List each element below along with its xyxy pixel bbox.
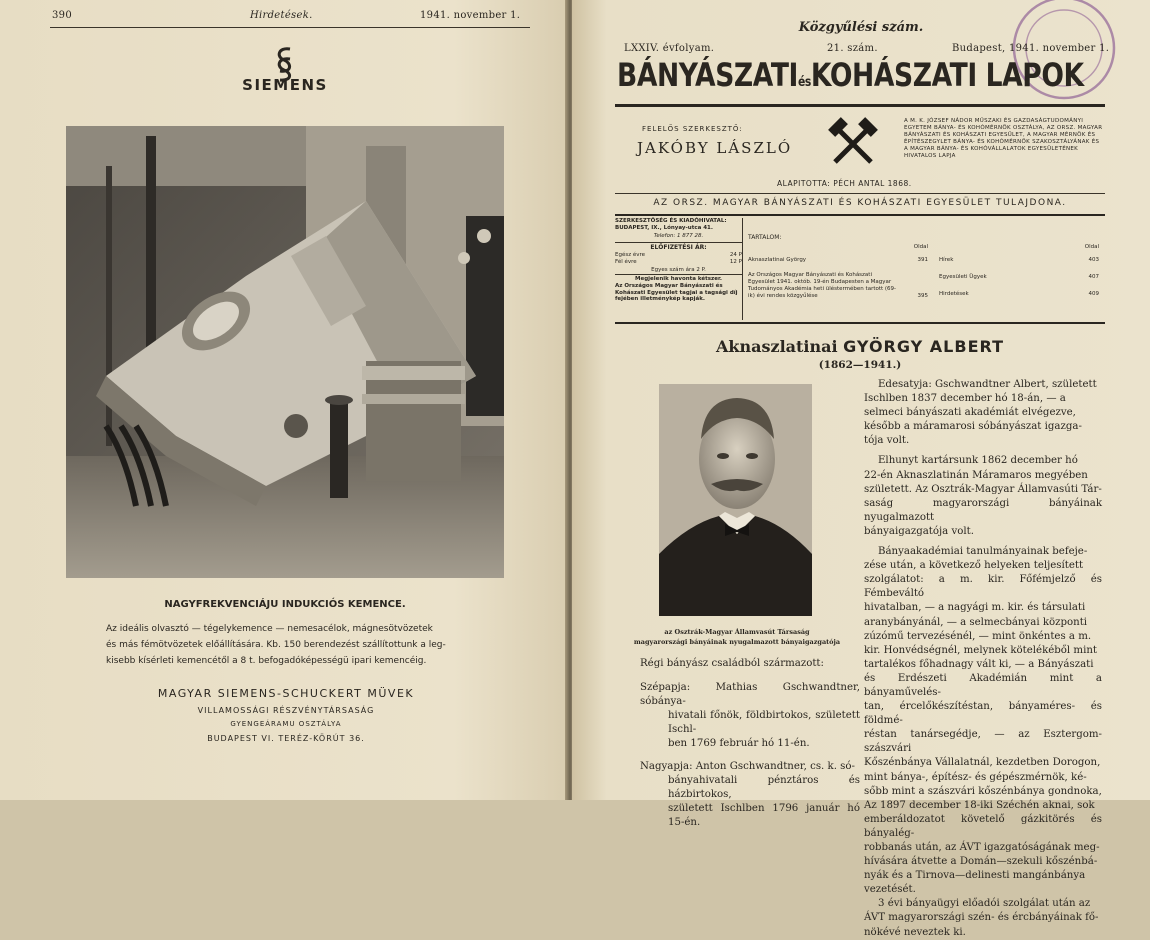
toc-entry-page: 391: [917, 257, 928, 263]
article-line: később a máramarosi sóbányászat igazga-: [864, 421, 1082, 433]
member-note: Az Országos Magyar Bányászati és Kohászati Egyesület tagjai a tagsági díj fejében illetménykép kapják.: [615, 283, 738, 302]
edition-label: Közgyűlési szám.: [798, 20, 924, 35]
portrait-photo: [659, 384, 812, 616]
article-line: Az 1897 december 18-iki Széchén aknai, sok: [864, 799, 1095, 811]
right-page: [572, 0, 1150, 938]
article-line: Ischlben 1837 december hó 18-án, — a: [864, 393, 1066, 405]
furnace-photo: [66, 126, 504, 578]
article-column-left: [640, 657, 860, 830]
article-years: (1862—1941.): [818, 359, 902, 371]
toc-right-column: [939, 244, 1099, 298]
article-line: nyák és a Tirnova—delinesti mangánbánya: [864, 870, 1086, 882]
article-line: szolgálatot: a m. kir. Főfémjelző és Fémbeváltó: [864, 574, 1102, 600]
article-line: hívására átvette a Domán—szekuli kőszénbá-: [864, 856, 1098, 868]
article-column-right: [864, 378, 1102, 940]
article-line: aranybányánál, — a selmecbányai központi: [864, 616, 1088, 628]
toc-entry: [748, 272, 928, 300]
sub-row-label: Fél évre: [615, 259, 637, 265]
hammer-and-pick-icon: [825, 120, 881, 168]
article-title-name: GYÖRGY ALBERT: [843, 337, 1005, 356]
editor-name: JAKÓBY LÁSZLÓ: [637, 139, 793, 157]
toc-title: TARTALOM:: [748, 234, 782, 241]
article-line: Edesatyja: Gschwandtner Albert, született: [878, 379, 1097, 390]
header-rule: [50, 27, 530, 28]
article-line: született. Az Osztrák-Magyar Államvasúti Tár-: [864, 483, 1102, 495]
toc-entry: [939, 291, 1099, 298]
toc-entry: [748, 257, 928, 264]
toc-entry: [939, 274, 1099, 281]
article-line: Elhunyt kartársunk 1862 december hó: [878, 455, 1078, 467]
article-line: zúzómű tervezésénél, — mint önkéntes a m.: [864, 630, 1092, 642]
masthead-title-es: és: [798, 75, 811, 90]
article-title: [615, 337, 1105, 356]
brand-name: SIEMENS: [242, 76, 328, 94]
company-name: MAGYAR SIEMENS-SCHUCKERT MÜVEK: [157, 687, 415, 700]
masthead-rule: [615, 104, 1105, 107]
ad-line: kisebb kísérleti kemencétől a 8 t. befogadóképességü ipari kemencéig.: [106, 656, 427, 666]
masthead-title: [617, 56, 1084, 94]
left-section-title: Hirdetések.: [250, 10, 313, 21]
founder: ALAPITOTTA: PÉCH ANTAL 1868.: [777, 179, 912, 188]
toc-entry-page: 403: [1088, 257, 1099, 263]
company-department: GYENGEÁRAMU OSZTÁLYA: [230, 720, 342, 728]
toc-entry-text: Hírek: [939, 257, 954, 263]
toc-entry-text: Hirdetések: [939, 291, 969, 297]
article-line: Régi bányász családból származott:: [640, 658, 824, 669]
article-line: ÁVT magyarországi szén- és ércbányáinak fő-: [864, 912, 1099, 924]
founder-rule: [615, 193, 1105, 194]
ownership-rule: [615, 214, 1105, 216]
photo-caption: NAGYFREKVENCIÁJU INDUKCIÓS KEMENCE.: [164, 599, 406, 610]
article-line: saság magyarországi bányáinak nyugalmazott: [864, 497, 1102, 523]
article-line: tója volt.: [864, 435, 910, 447]
article-line: bányaigazgatója volt.: [864, 525, 974, 537]
article-line: hivatalban, — a nagyági m. kir. és társulati: [864, 602, 1086, 614]
toc-page-label: Oldal: [1084, 244, 1099, 250]
article-line: bányahivatali pénztáros és házbirtokos,: [668, 774, 860, 800]
ownership: AZ ORSZ. MAGYAR BÁNYÁSZATI ÉS KOHÁSZATI EGYESÜLET TULAJDONA.: [653, 198, 1067, 208]
sub-row: [615, 252, 742, 259]
portrait-caption: [632, 627, 842, 647]
article-line: született Ischlben 1796 január hó 15-én.: [668, 802, 860, 828]
article-line: és Erdészeti Akadémián mint a bányaművelés-: [864, 672, 1102, 698]
ad-line: Az ideális olvasztó — tégelykemence — nemesacélok, mágnesötvözetek: [106, 624, 433, 634]
article-line: hivatali főnök, földbirtokos, született Ischl-: [668, 710, 860, 736]
publication-note: Megjelenik havonta kétszer.: [615, 274, 742, 283]
sub-row-price: 24 P: [729, 252, 742, 258]
office-phone: Telefon: 1 877 28.: [653, 233, 704, 239]
ad-description: [106, 621, 466, 669]
issue-number: 21. szám.: [827, 43, 878, 54]
left-page-number: 390: [52, 10, 72, 21]
article-line: Nagyapja: Anton Gschwandtner, cs. k. só-: [640, 760, 855, 772]
toc-entry-page: 409: [1088, 291, 1099, 297]
office-address: BUDAPEST, IX., Lónyay-utca 41.: [615, 225, 713, 231]
company-address: BUDAPEST VI. TERÉZ-KÖRÚT 36.: [207, 734, 365, 743]
article-line: ben 1769 február hó 11-én.: [668, 738, 810, 750]
sub-row: [615, 259, 742, 266]
article-line: sőbb mint a szászvári kőszénbánya gondnoka,: [864, 785, 1102, 797]
subscription-title: ELŐFIZETÉSI ÁR:: [615, 242, 742, 252]
article-line: nökévé neveztek ki.: [864, 926, 966, 938]
article-line: mint bánya-, építész- és gépészmérnök, ké-: [864, 771, 1087, 783]
article-line: kir. Honvédségnél, melynek kötelékéből mint: [864, 644, 1097, 656]
official-journal-text: A M. K. JÓZSEF NÁDOR MŰSZAKI ÉS GAZDASÁGTUDOMÁNYI EGYETEM BÁNYA- ÉS KOHÓMÉRNÖK OSZTÁLYA, AZ ORSZ. MAGYAR BÁNYÁSZATI ÉS KOHÁSZATI EGYESÜLET, A MAGYAR MÉRNÖK ÉS ÉPÍTÉSZEGYLET BÁNYA- ÉS KOHÓMÉRNÖK SZAKOSZTÁLYÁNAK ÉS A MAGYAR BÁNYA- ÉS KOHÓVÁLLALATOK EGYESÜLETÉNEK HIVATALOS LAPJA: [904, 118, 1103, 159]
article-line: zése után, a következő helyeken teljesített: [864, 560, 1084, 572]
article-line: tartalékos főhadnagy vált ki, — a Bányászati: [864, 658, 1094, 670]
article-line: Bányaakadémiai tanulmányainak befeje-: [878, 546, 1088, 558]
publisher-info-box: [615, 218, 743, 320]
article-line: réstan tanársegédje, — az Esztergom-szászvári: [864, 729, 1102, 755]
toc-page-label: Oldal: [913, 244, 928, 250]
article-line: tan, ércelőkészítéstan, bányaméres- és földmé-: [864, 701, 1102, 727]
article-line: Szépapja: Mathias Gschwandtner, sóbánya-: [640, 682, 860, 708]
toc-entry-page: 395: [917, 293, 928, 299]
masthead-title-part2: KOHÁSZATI LAPOK: [810, 56, 1084, 94]
sub-row-label: Egész évre: [615, 252, 646, 258]
toc-entry-text: Egyesületi Ügyek: [939, 274, 987, 280]
article-line: Kőszénbánya Vállalatnál, kezdetben Dorogon,: [864, 757, 1101, 769]
toc-entry-text: Az Országos Magyar Bányászati és Kohászati Egyesület 1941. októb. 19-én Budapesten a Magyar Tudományos Akadémia heti üléstermében tartott (69-ik) évi rendes közgyűlése: [748, 272, 897, 299]
company-subtitle: VILLAMOSSÁGI RÉSZVÉNYTÁRSASÁG: [197, 706, 375, 715]
article-line: emberáldozatot követelő gázkitörés és bányalég-: [864, 813, 1102, 839]
masthead-title-part1: BÁNYÁSZATI: [617, 56, 799, 94]
office-label: SZERKESZTŐSÉG ÉS KIADÓHIVATAL:: [615, 218, 727, 224]
left-page: [0, 0, 568, 800]
editor-label: FELELŐS SZERKESZTŐ:: [642, 125, 743, 133]
toc-rule: [615, 322, 1105, 324]
left-date: 1941. november 1.: [420, 10, 521, 21]
portrait-caption-line: magyarországi bányáinak nyugalmazott bányaigazgatója: [633, 638, 841, 646]
article-title-prefix: Aknaszlatinai: [715, 337, 844, 356]
toc-left-column: [748, 244, 928, 300]
article-line: 22-én Aknaszlatinán Máramaros megyében: [864, 469, 1088, 481]
single-issue-price: Egyes szám ára 2 P.: [651, 267, 706, 273]
place-date: Budapest, 1941. november 1.: [952, 43, 1110, 54]
sub-row-price: 12 P: [729, 259, 742, 265]
ad-line: és más fémötvözetek előállítására. Kb. 150 berendezést szállítottunk a leg-: [106, 640, 446, 650]
volume: LXXIV. évfolyam.: [624, 43, 715, 54]
toc-entry-text: Aknaszlatinai György: [748, 257, 807, 263]
article-line: 3 évi bányaügyi előadói szolgálat után az: [878, 898, 1091, 910]
article-line: robbanás után, az ÁVT igazgatóságának meg-: [864, 842, 1100, 853]
portrait-caption-line: az Osztrák-Magyar Államvasút Társaság: [664, 628, 810, 636]
toc-entry: [939, 257, 1099, 264]
article-line: selmeci bányászati akadémiát elvégezve,: [864, 407, 1076, 419]
toc-entry-page: 407: [1088, 274, 1099, 280]
article-line: vezetését.: [864, 884, 916, 896]
